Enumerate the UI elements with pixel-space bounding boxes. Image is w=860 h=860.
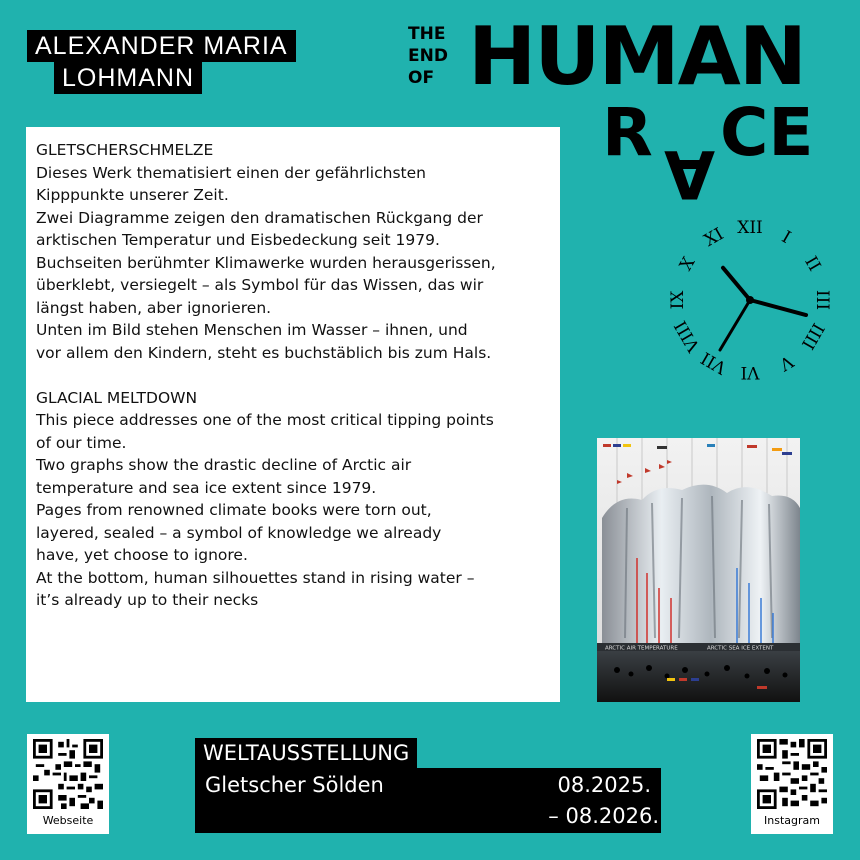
heading-en: GLACIAL MELTDOWN (36, 388, 198, 407)
clock-numeral: I (778, 227, 794, 248)
text-de-line: längst haben, aber ignorieren. (36, 298, 272, 317)
title-end: END (408, 46, 448, 66)
clock-minute-hand (750, 300, 806, 315)
text-de-line: Zwei Diagramme zeigen den dramatischen Rückgang der (36, 208, 483, 227)
text-en-line: This piece addresses one of the most critical tipping points (36, 411, 494, 429)
clock-numeral: IIII (796, 319, 828, 353)
text-en-line: it’s already up to their necks (36, 591, 259, 609)
qr-code-icon (757, 739, 827, 809)
text-de-line: Buchseiten berühmter Klimawerke wurden herausgerissen, (36, 253, 496, 272)
text-de-line: Kipppunkte unserer Zeit. (36, 186, 229, 204)
clock-numeral: XII (737, 218, 763, 238)
exhibition-date-end: – 08.2026. (548, 804, 659, 828)
title-race-a-rotated: A (664, 135, 716, 212)
title-race-ce: CE (720, 94, 814, 171)
exhibition-info (195, 768, 661, 833)
text-de-line: arktischen Temperatur und Eisbedeckung seit 1979. (36, 231, 440, 249)
qr-website-label: Webseite (42, 814, 94, 827)
clock-numeral: II (800, 253, 825, 275)
clock-numeral: IX (668, 290, 688, 310)
clock-numeral: VII (697, 347, 731, 378)
text-en-line: of our time. (36, 433, 127, 452)
artwork-label-left: ARCTIC AIR TEMPERATURE (605, 645, 678, 652)
description-panel (26, 127, 560, 702)
exhibition-title: WELTAUSSTELLUNG (195, 738, 417, 768)
artist-name-line1: ALEXANDER MARIA (27, 30, 296, 62)
clock-numeral: XI (700, 224, 728, 252)
artist-name-line2: LOHMANN (54, 62, 202, 94)
text-de-line: vor allem den Kindern, steht es buchstäblich bis zum Hals. (36, 343, 492, 362)
text-de-line: Dieses Werk thematisiert einen der gefährlichsten (36, 163, 426, 182)
clock-hour-hand (723, 268, 750, 300)
text-en-line: have, yet choose to ignore. (36, 546, 248, 564)
text-en-line: Two graphs show the drastic decline of Arctic air (36, 456, 412, 474)
title-human: HUMAN (468, 10, 805, 103)
title-of: OF (408, 68, 435, 88)
qr-instagram-label: Instagram (764, 814, 820, 827)
text-en-line: temperature and sea ice extent since 1979. (36, 478, 377, 497)
clock-numeral: V (775, 350, 797, 375)
heading-de: GLETSCHERSCHMELZE (36, 141, 214, 159)
clock-numeral: VIII (670, 316, 705, 356)
roman-clock (660, 210, 840, 390)
clock-numeral: VI (740, 362, 760, 382)
text-en-line: layered, sealed – a symbol of knowledge we already (36, 523, 442, 542)
exhibition-date-start: 08.2025. (557, 773, 651, 797)
artwork-label-right: ARCTIC SEA ICE EXTENT (707, 645, 774, 652)
text-de-line: überklebt, versiegelt – als Symbol für das Wissen, das wir (36, 276, 484, 294)
text-en-line: Pages from renowned climate books were torn out, (36, 501, 432, 519)
qr-instagram[interactable] (751, 734, 833, 834)
title-the: THE (408, 24, 446, 44)
text-de-line: Unten im Bild stehen Menschen im Wasser – ihnen, und (36, 321, 468, 339)
clock-long-hand (720, 300, 750, 350)
qr-website[interactable] (27, 734, 109, 834)
text-en-line: At the bottom, human silhouettes stand in rising water – (36, 568, 475, 587)
artwork-image (597, 438, 800, 702)
title-race-r: R (602, 94, 653, 171)
qr-code-icon (33, 739, 103, 809)
clock-numeral: X (675, 253, 700, 275)
clock-numeral: III (812, 289, 832, 311)
clock-center (746, 296, 754, 304)
exhibition-venue: Gletscher Sölden (205, 773, 384, 797)
